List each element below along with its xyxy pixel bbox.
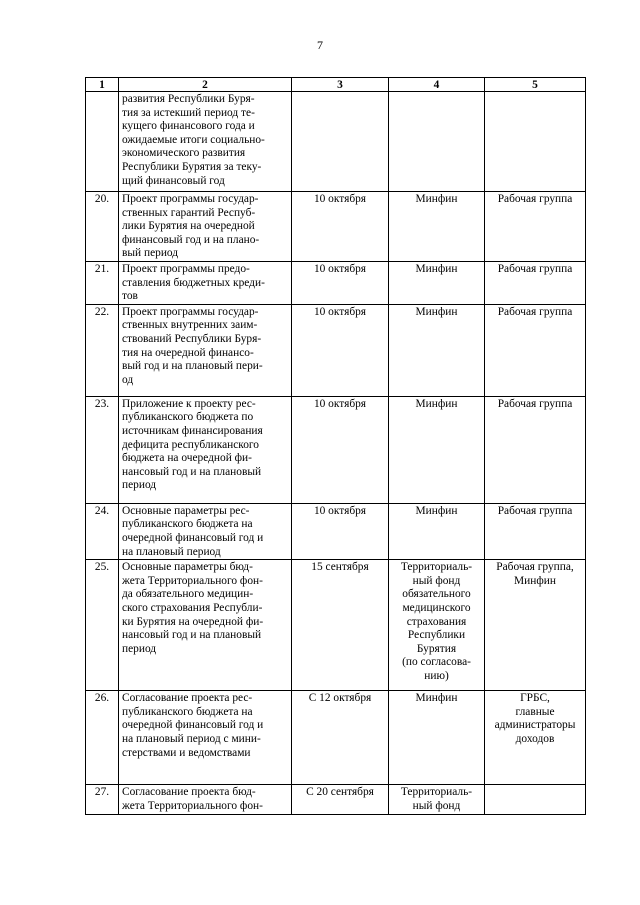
row-description-line: жета Территориального фон- [122,574,263,587]
row-description-line: Республики Бурятия за теку- [122,160,262,173]
row-responsible [389,396,485,503]
row-description-line: Приложение к проекту рес- [122,397,256,410]
column-header-4: 4 [389,78,485,92]
row-number: 23. [86,396,119,503]
row-deadline: 10 октября [292,192,389,262]
row-responsible [389,560,485,691]
row-description-line: период [122,642,157,655]
column-header-2: 2 [119,78,292,92]
row-description [119,691,292,785]
row-participants [485,92,586,192]
table-header-row [86,78,586,92]
row-description-line: кущего финансового года и [122,120,255,133]
row-deadline: С 12 октября [292,691,389,785]
row-deadline: 10 октября [292,261,389,304]
column-header-3: 3 [292,78,389,92]
row-description-line: очередной финансовый год и [122,719,264,732]
row-description-line: ки Бурятия на очередной фи- [122,615,264,628]
table-body [86,92,586,815]
row-description [119,192,292,262]
table-row [86,503,586,559]
row-description-line: на плановый период с мини- [122,732,261,745]
table-row [86,304,586,396]
row-responsible-line: обязательного [402,588,471,601]
column-header-5: 5 [485,78,586,92]
row-responsible-line: Минфин [415,397,458,410]
row-responsible-line: Бурятия [416,642,457,655]
row-description-line: источникам финансирования [122,424,263,437]
row-description-line: тия на очередной финансо- [122,346,254,359]
row-description-line: ставления бюджетных креди- [122,276,265,289]
row-description-line: ожидаемые итоги социально- [122,133,265,146]
row-description [119,304,292,396]
row-deadline: 10 октября [292,396,389,503]
row-description-line: да обязательного медицин- [122,588,254,601]
row-deadline: С 20 сентября [292,785,389,815]
table-row [86,261,586,304]
table-row [86,560,586,691]
row-responsible-line: медицинского [402,601,471,614]
row-description [119,785,292,815]
row-description-line: Согласование проекта бюд- [122,786,256,799]
row-participants [485,304,586,396]
row-responsible-line: Минфин [415,305,458,318]
column-header-1: 1 [86,78,119,92]
row-participants-line: Рабочая группа [497,305,573,318]
row-participants [485,560,586,691]
row-participants [485,503,586,559]
table-row [86,92,586,192]
row-responsible-line: ный фонд [412,799,461,812]
row-description-line: нансовый год и на плановый [122,629,262,642]
row-description-line: вый год и на плановый пери- [122,360,263,373]
row-responsible-line: (по согласова- [402,656,471,669]
row-participants [485,396,586,503]
row-responsible-line: Минфин [415,692,458,705]
row-responsible [389,261,485,304]
row-responsible-line: Республики [407,629,466,642]
row-participants-line: администраторы [494,719,576,732]
page-number: 7 [317,38,323,52]
row-description-line: жета Территориального фон- [122,799,263,812]
row-description-line: ственных внутренних заим- [122,319,258,332]
row-description-line: стерствами и ведомствами [122,746,251,759]
row-number [86,92,119,192]
row-number: 22. [86,304,119,396]
row-responsible [389,192,485,262]
row-description-line: ского страхования Республи- [122,601,263,614]
row-responsible [389,304,485,396]
row-number: 20. [86,192,119,262]
row-description-line: дефицита республиканского [122,438,260,451]
row-responsible-line: Минфин [415,193,458,205]
row-description-line: на плановый период [122,545,221,558]
row-participants-line: ГРБС, [520,692,550,705]
row-responsible-line: Территориаль- [400,786,473,799]
row-description [119,261,292,304]
table-row [86,396,586,503]
row-description-line: вый период [122,247,179,260]
row-responsible [389,503,485,559]
row-number: 24. [86,503,119,559]
row-description-line: Основные параметры рес- [122,504,250,517]
row-description-line: Согласование проекта рес- [122,692,253,705]
row-description-line: бюджета на очередной фи- [122,452,252,465]
row-description-line: ствований Республики Буря- [122,332,262,345]
row-responsible-line: страхования [406,615,467,628]
row-participants [485,192,586,262]
row-participants-line: доходов [515,732,555,745]
row-participants-line: Минфин [514,574,556,587]
row-deadline: 10 октября [292,304,389,396]
row-deadline: 15 сентября [292,560,389,691]
row-participants [485,261,586,304]
row-description-line: тия за истекший период те- [122,106,255,119]
row-responsible-line: Территориаль- [400,561,473,574]
row-responsible-line: Минфин [415,262,458,275]
row-responsible [389,785,485,815]
row-responsible-line: нию) [424,669,449,682]
row-responsible [389,92,485,192]
table-row [86,785,586,815]
row-participants-line: Рабочая группа, [496,561,574,574]
row-responsible-line: ный фонд [412,574,461,587]
row-description-line: тов [122,290,138,303]
row-description-line: Проект программы государ- [122,305,259,318]
row-number: 26. [86,691,119,785]
row-deadline: 10 октября [292,503,389,559]
row-description-line: од [122,373,134,386]
table-row [86,192,586,262]
row-responsible-line: Минфин [415,504,458,517]
table-row [86,691,586,785]
row-description-line: ственных гарантий Респуб- [122,206,256,219]
row-participants-line: Рабочая группа [497,397,573,410]
row-responsible [389,691,485,785]
row-participants-line: Рабочая группа [497,504,573,517]
row-description [119,92,292,192]
row-number: 21. [86,261,119,304]
row-participants-line: Рабочая группа [497,262,573,275]
row-description [119,560,292,691]
row-description-line: развития Республики Буря- [122,93,255,105]
row-description-line: лики Бурятия на очередной [122,220,255,233]
row-description-line: щий финансовый год [122,174,225,187]
row-participants-line: главные [515,705,555,718]
row-participants [485,785,586,815]
row-participants-line: Рабочая группа [497,193,573,205]
row-description-line: экономического развития [122,147,246,160]
row-description-line: очередной финансовый год и [122,531,264,544]
row-description-line: нансовый год и на плановый [122,465,262,478]
row-description-line: публиканского бюджета на [122,705,253,718]
row-description-line: публиканского бюджета на [122,518,253,531]
row-description-line: Основные параметры бюд- [122,561,253,574]
schedule-table [85,77,586,815]
row-participants [485,691,586,785]
row-number: 25. [86,560,119,691]
row-number: 27. [86,785,119,815]
row-description [119,396,292,503]
row-deadline [292,92,389,192]
row-description-line: публиканского бюджета по [122,411,254,424]
row-description-line: Проект программы предо- [122,262,250,275]
row-description-line: финансовый год и на плано- [122,233,260,246]
row-description [119,503,292,559]
row-description-line: период [122,479,157,492]
row-description-line: Проект программы государ- [122,193,259,205]
